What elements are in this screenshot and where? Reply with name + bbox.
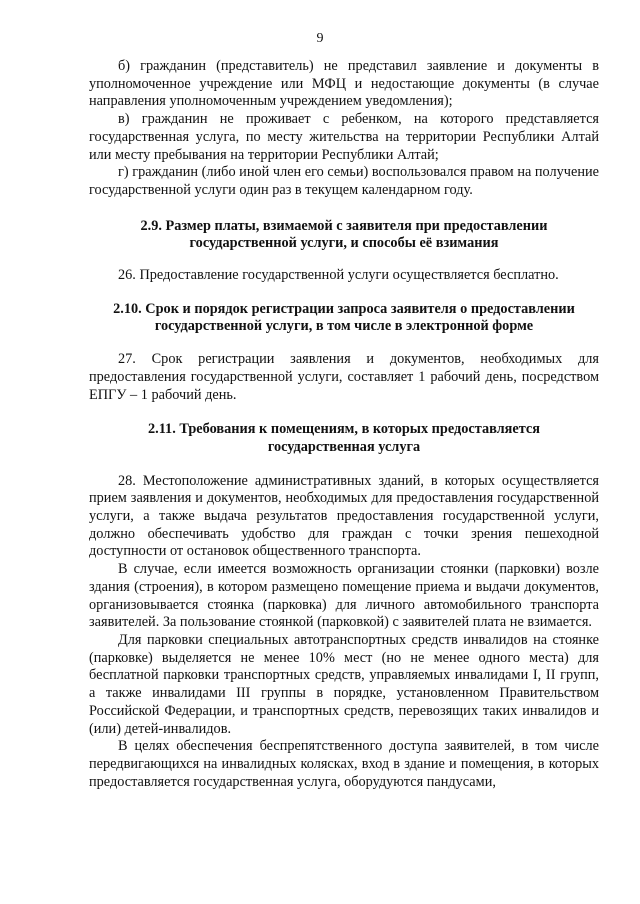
section-heading-2-10 <box>89 301 599 336</box>
section-heading-2-11-line1: 2.11. Требования к помещениям, в которых предоставляется <box>147 421 541 438</box>
section-heading-2-10-line1: 2.10. Срок и порядок регистрации запроса заявителя о предоставлении <box>113 300 575 317</box>
paragraph-26: 26. Предоставление государственной услуги осуществляется бесплатно. <box>118 267 559 284</box>
section-heading-2-9-line1: 2.9. Размер платы, взимаемой с заявителя при предоставлении <box>140 217 548 234</box>
paragraph-28: 28. Местоположение административных зданий, в которых осуществляется прием заявления и документов, необходимых для предоставления государственной услуги, а также выдача результатов предоставления государственной услуги, должно обеспечивать удобство для граждан с точки зрения пешеходной доступности от остановок общественного транспорта. <box>89 472 599 560</box>
document-body <box>89 58 599 791</box>
paragraph-item-g: г) гражданин (либо иной член его семьи) воспользовался правом на получение государственной услуги один раз в текущем календарном году. <box>89 164 599 198</box>
paragraph-accessibility: В целях обеспечения беспрепятственного доступа заявителей, в том числе передвигающихся на инвалидных колясках, вход в здание и помещения, в которых предоставляется государственная услуга, оборудуются пандусами, <box>89 738 599 790</box>
section-heading-2-11 <box>89 421 599 456</box>
paragraph-disabled-parking: Для парковки специальных автотранспортных средств инвалидов на стоянке (парковке) выделяется не менее 10% мест (но не менее одного места) для бесплатной парковки транспортных средств, управляемых инвалидами I, II групп, а также инвалидами III группы в порядке, установленном Правительством Российской Федерации, и транспортных средств, перевозящих таких инвалидов и (или) детей-инвалидов. <box>89 631 599 737</box>
paragraph-27: 27. Срок регистрации заявления и документов, необходимых для предоставления государственной услуги, составляет 1 рабочий день, посредством ЕПГУ – 1 рабочий день. <box>89 351 599 403</box>
section-heading-2-9-line2: государственной услуги, и способы её взимания <box>189 235 499 252</box>
paragraph-item-b: б) гражданин (представитель) не представил заявление и документы в уполномоченное учреждение или МФЦ и недостающие документы (в случае направления уполномоченным учреждением уведомления); <box>89 58 599 110</box>
paragraph-item-v: в) гражданин не проживает с ребенком, на которого представляется государственная услуга, по месту жительства на территории Республики Алтай или месту пребывания на территории Республики Алтай; <box>89 111 599 163</box>
paragraph-parking: В случае, если имеется возможность организации стоянки (парковки) возле здания (строения), в котором размещено помещение приема и выдачи документов, организовывается стоянка (парковка) для личного автомобильного транспорта заявителей. За пользование стоянкой (парковкой) с заявителей плата не взимается. <box>89 561 599 631</box>
page-number: 9 <box>316 31 324 46</box>
section-heading-2-11-line2: государственная услуга <box>267 438 421 455</box>
section-heading-2-9 <box>89 218 599 253</box>
section-heading-2-10-line2: государственной услуги, в том числе в электронной форме <box>154 318 534 335</box>
